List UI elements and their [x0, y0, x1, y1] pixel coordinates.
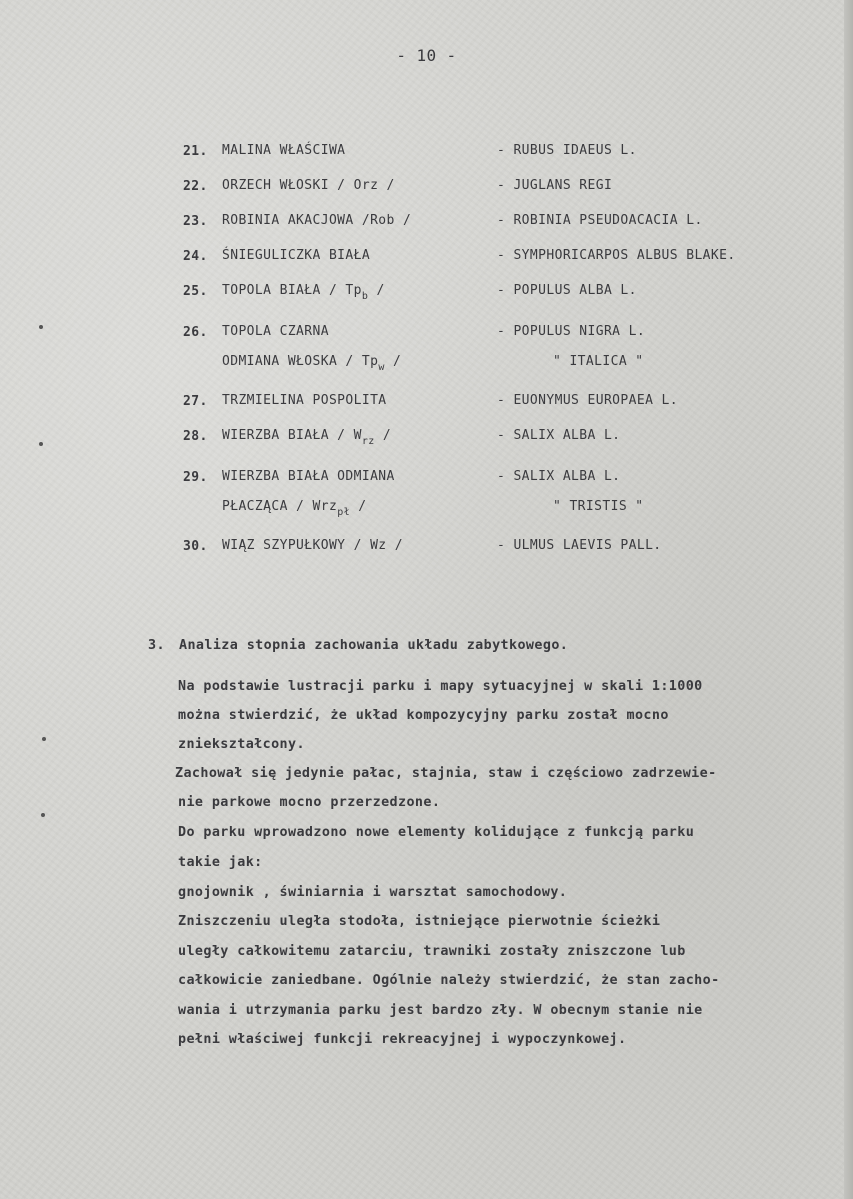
section-heading-block: [148, 638, 848, 653]
species-polish-name: [222, 462, 497, 528]
name-text-end: /: [368, 283, 385, 298]
latin-line-2: " TRISTIS ": [553, 499, 644, 514]
name-text-end: /: [374, 428, 392, 443]
name-text: WIERZBA BIAŁA / W: [222, 428, 362, 443]
species-latin-name: - ROBINIA PSEUDOACACIA L.: [497, 213, 703, 228]
species-row: [183, 470, 803, 528]
species-row: [183, 394, 803, 416]
species-polish-name: MALINA WŁAŚCIWA: [222, 143, 346, 158]
paragraph-line: Zniszczeniu uległa stodoła, istniejące pierwotnie ścieżki: [178, 914, 661, 929]
paragraph-line: uległy całkowitemu zatarciu, trawniki zostały zniszczone lub: [178, 944, 686, 959]
species-row: [183, 214, 803, 236]
species-latin-name: - SYMPHORICARPOS ALBUS BLAKE.: [497, 248, 736, 263]
paragraph-line: gnojownik , świniarnia i warsztat samochodowy.: [178, 885, 568, 900]
margin-mark: [42, 737, 46, 741]
page-number: - 10 -: [396, 46, 457, 65]
name-line-2: [222, 492, 497, 528]
name-text: ODMIANA WŁOSKA / Tp: [222, 354, 379, 369]
margin-mark: [39, 442, 43, 446]
species-row: [183, 325, 803, 383]
paragraph-line: pełni właściwej funkcji rekreacyjnej i wypoczynkowej.: [178, 1032, 627, 1047]
species-row: [183, 539, 803, 561]
name-subscript: rz: [361, 436, 375, 447]
name-line-1: TOPOLA CZARNA: [222, 324, 329, 339]
paragraph-line: Zachował się jedynie pałac, stajnia, staw i częściowo zadrzewie-: [175, 766, 717, 781]
species-row: [183, 284, 803, 312]
name-subscript: w: [378, 362, 385, 373]
margin-mark: [39, 325, 43, 329]
latin-line-1: - POPULUS NIGRA L.: [497, 324, 646, 339]
name-line-2: [222, 347, 497, 383]
name-line-1: WIERZBA BIAŁA ODMIANA: [222, 469, 395, 484]
paragraph-line: wania i utrzymania parku jest bardzo zły. W obecnym stanie nie: [178, 1003, 703, 1018]
species-polish-name: ŚNIEGULICZKA BIAŁA: [222, 248, 371, 263]
species-number: 24.: [183, 249, 208, 264]
name-text-end: /: [384, 354, 402, 369]
paragraph-line: zniekształcony.: [178, 737, 305, 752]
species-latin-name: [497, 462, 803, 522]
section-number: 3.: [148, 638, 165, 653]
species-number: 26.: [183, 325, 208, 340]
margin-mark: [41, 813, 45, 817]
paragraph-line: można stwierdzić, że układ kompozycyjny parku został mocno: [178, 708, 669, 723]
species-latin-name: - JUGLANS REGI: [497, 178, 613, 193]
species-latin-name: - EUONYMUS EUROPAEA L.: [497, 393, 678, 408]
page-edge: [844, 0, 853, 1199]
name-subscript: pł: [337, 507, 351, 518]
species-latin-name: - SALIX ALBA L.: [497, 428, 621, 443]
section-heading: [148, 638, 848, 653]
species-number: 29.: [183, 470, 208, 485]
paragraph-line: nie parkowe mocno przerzedzone.: [178, 795, 441, 810]
species-number: 25.: [183, 284, 208, 299]
species-row: [183, 179, 803, 201]
species-number: 22.: [183, 179, 208, 194]
paragraph-line: Na podstawie lustracji parku i mapy sytuacyjnej w skali 1:1000: [178, 679, 703, 694]
species-polish-name: TRZMIELINA POSPOLITA: [222, 393, 387, 408]
species-latin-name: [497, 317, 803, 377]
species-polish-name: ROBINIA AKACJOWA /Rob /: [222, 213, 412, 228]
species-row: [183, 144, 803, 166]
species-latin-name: - RUBUS IDAEUS L.: [497, 143, 637, 158]
section-title: Analiza stopnia zachowania układu zabytkowego.: [179, 638, 569, 653]
species-row: [183, 249, 803, 271]
species-number: 27.: [183, 394, 208, 409]
latin-line-2: " ITALICA ": [553, 354, 644, 369]
species-row: [183, 429, 803, 457]
species-number: 28.: [183, 429, 208, 444]
species-latin-name: - ULMUS LAEVIS PALL.: [497, 538, 662, 553]
latin-line-1: - SALIX ALBA L.: [497, 469, 621, 484]
species-polish-name: WIĄZ SZYPUŁKOWY / Wz /: [222, 538, 403, 553]
species-polish-name: [222, 317, 497, 383]
species-polish-name: ORZECH WŁOSKI / Orz /: [222, 178, 395, 193]
species-list: [183, 144, 803, 574]
species-polish-name: [222, 421, 497, 457]
name-subscript: b: [361, 291, 369, 302]
paragraph-line: Do parku wprowadzono nowe elementy kolidujące z funkcją parku: [178, 825, 695, 840]
species-number: 30.: [183, 539, 208, 554]
name-text: PŁACZĄCA / Wrz: [222, 499, 338, 514]
species-number: 21.: [183, 144, 208, 159]
name-text-end: /: [350, 499, 367, 514]
species-number: 23.: [183, 214, 208, 229]
paragraph-line: całkowicie zaniedbane. Ogólnie należy stwierdzić, że stan zacho-: [178, 973, 720, 988]
paragraph-line: takie jak:: [178, 855, 263, 870]
species-polish-name: [222, 276, 497, 312]
name-text: TOPOLA BIAŁA / Tp: [222, 283, 362, 298]
species-latin-name: - POPULUS ALBA L.: [497, 283, 637, 298]
